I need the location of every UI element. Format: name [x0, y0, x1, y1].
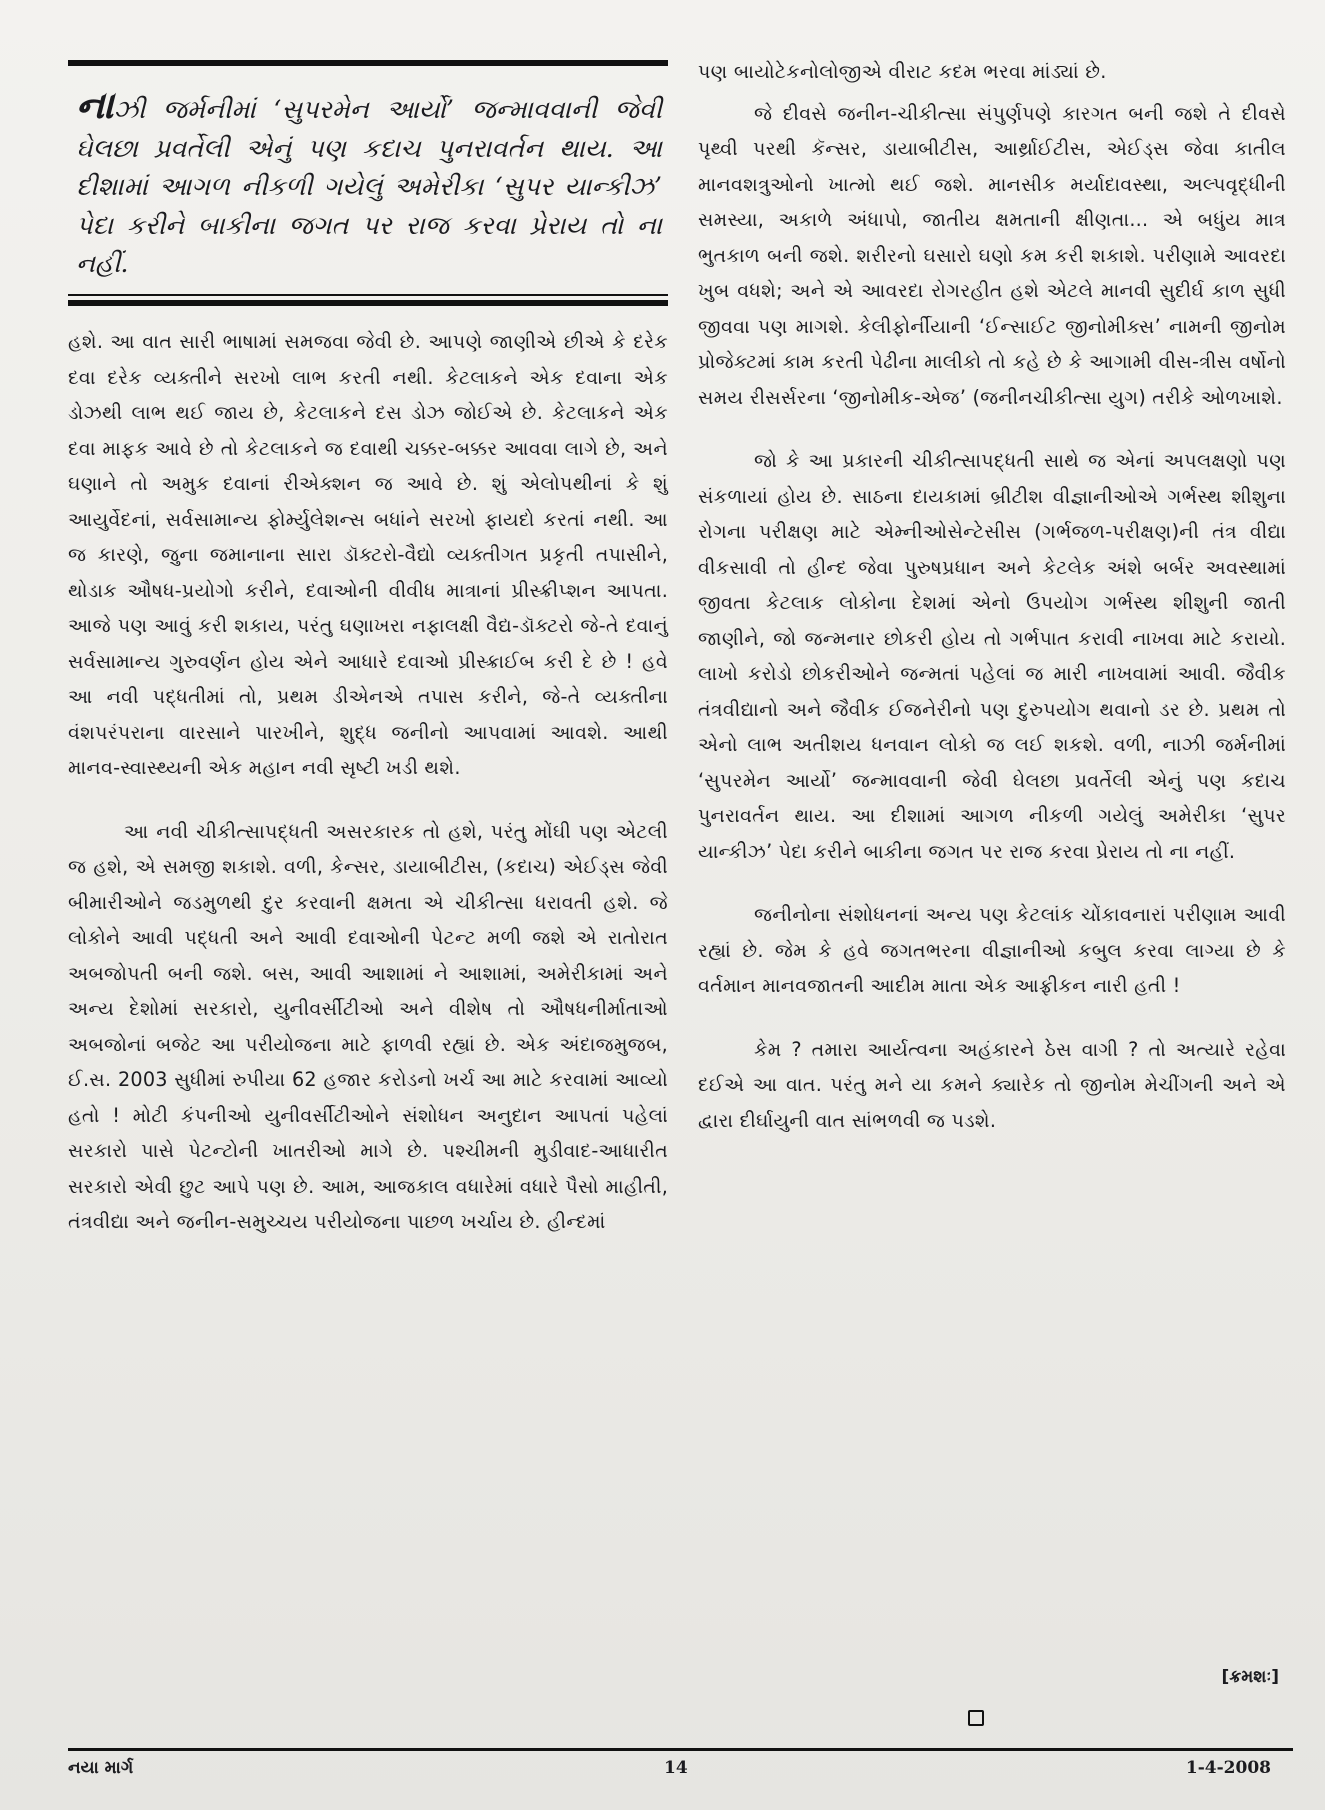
article-end-box-icon	[968, 1710, 984, 1726]
left-column	[68, 324, 668, 1240]
footer-rule	[68, 1748, 1293, 1751]
page-footer	[68, 1758, 1293, 1792]
magazine-name: નયા માર્ગ	[68, 1758, 134, 1778]
paragraph-gap	[68, 786, 668, 814]
left-paragraph-1: હશે. આ વાત સારી ભાષામાં સમજવા જેવી છે. આપણે જાણીએ છીએ કે દરેક દવા દરેક વ્યક્તીને સરખો લાભ કરતી નથી. કેટલાકને એક દવાના એક ડોઝથી લાભ થઈ જાય છે, કેટલાકને દસ ડોઝ જોઈએ છે. કેટલાકને એક દવા માફક આવે છે તો કેટલાકને જ દવાથી ચક્કર-બક્કર આવવા લાગે છે, અને ઘણાને તો અમુક દવાનાં રીએક્શન જ આવે છે. શું એલોપથીનાં કે શું આયુર્વેદનાં, સર્વસામાન્ય ફોર્મ્યુલેશન્સ બધાંને સરખો ફાયદો કરતાં નથી. આ જ કારણે, જુના જમાનાના સારા ડૉક્ટરો-વૈદ્યો વ્યક્તીગત પ્રકૃતી તપાસીને, થોડાક ઔષધ-પ્રયોગો કરીને, દવાઓની વીવીધ માત્રાનાં પ્રીસ્ક્રીપ્શન આપતા. આજે પણ આવું કરી શકાય, પરંતુ ઘણાખરા નફાલક્ષી વૈદ્ય-ડૉક્ટરો જે-તે દવાનું સર્વસામાન્ય ગુરુવર્ણન હોય એને આધારે દવાઓ પ્રીસ્ક્રાઈબ કરી દે છે ! હવે આ નવી પદ્ધતીમાં તો, પ્રથમ ડીએનએ તપાસ કરીને, જે-તે વ્યક્તીના વંશપરંપરાના વારસાને પારખીને, શુદ્ધ જનીનો આપવામાં આવશે. આથી માનવ-સ્વાસ્થ્યની એક મહાન નવી સૃષ્ટી ખડી થશે.	[68, 330, 668, 779]
left-paragraph-2: આ નવી ચીકીત્સાપદ્ધતી અસરકારક તો હશે, પરંતુ મોંઘી પણ એટલી જ હશે, એ સમજી શકાશે. વળી, કેન્સર, ડાયાબીટીસ, (કદાચ) એઈડ્સ જેવી બીમારીઓને જડમુળથી દુર કરવાની ક્ષમતા એ ચીકીત્સા ધરાવતી હશે. જે લોકોને આવી પદ્ધતી અને આવી દવાઓની પેટન્ટ મળી જશે એ રાતોરાત અબજોપતી બની જશે. બસ, આવી આશામાં ને આશામાં, અમેરીકામાં અને અન્ય દેશોમાં સરકારો, યુનીવર્સીટીઓ અને વીશેષ તો ઔષધનીર્માતાઓ અબજોનાં બજેટ આ પરીયોજના માટે ફાળવી રહ્યાં છે. એક અંદાજમુજબ, ઈ.સ. 2003 સુધીમાં રુપીયા 62 હજાર કરોડનો ખર્ચ આ માટે કરવામાં આવ્યો હતો ! મોટી કંપનીઓ યુનીવર્સીટીઓને સંશોધન અનુદાન આપતાં પહેલાં સરકારો પાસે પેટન્ટોની ખાતરીઓ માગે છે. પશ્ચીમની મુડીવાદ-આધારીત સરકારો એવી છુટ આપે પણ છે. આમ, આજકાલ વધારેમાં વધારે પૈસો માહીતી, તંત્રવીદ્યા અને જનીન-સમુચ્ચય પરીયોજના પાછળ ખર્ચાય છે. હીન્દમાં	[68, 819, 668, 1233]
pull-quote-bottom-rule	[68, 300, 668, 306]
pull-quote-text-block	[68, 66, 668, 294]
page-number: 14	[664, 1758, 688, 1778]
right-paragraph-1: પણ બાયોટેકનોલોજીએ વીરાટ કદમ ભરવા માંડ્યાં છે.	[698, 60, 1107, 83]
right-paragraph-5: કેમ ? તમારા આર્યત્વના અહંકારને ઠેસ વાગી ? તો અત્યારે રહેવા દઈએ આ વાત. પરંતુ મને યા કમને ક્યારેક તો જીનોમ મેચીંગની અને એ દ્વારા દીર્ઘાયુની વાત સાંભળવી જ પડશે.	[698, 1037, 1286, 1132]
paragraph-gap	[698, 415, 1286, 443]
right-paragraph-4: જનીનોના સંશોધનનાં અન્ય પણ કેટલાંક ચોંકાવનારાં પરીણામ આવી રહ્યાં છે. જેમ કે હવે જગતભરના વીજ્ઞાનીઓ કબુલ કરવા લાગ્યા છે કે વર્તમાન માનવજાતની આદીમ માતા એક આફ્રીકન નારી હતી !	[698, 903, 1286, 997]
issue-date: 1-4-2008	[1185, 1758, 1271, 1778]
right-paragraph-3: જો કે આ પ્રકારની ચીકીત્સાપદ્ધતી સાથે જ એનાં અપલક્ષણો પણ સંકળાયાં હોય છે. સાઠના દાયકામાં બ્રીટીશ વીજ્ઞાનીઓએ ગર્ભસ્થ શીશુના રોગના પરીક્ષણ માટે એમ્નીઓસેન્ટેસીસ (ગર્ભજળ-પરીક્ષણ)ની તંત્ર વીદ્યા વીકસાવી તો હીન્દ જેવા પુરુષપ્રધાન અને કેટલેક અંશે બર્બર અવસ્થામાં જીવતા કેટલાક લોકોના દેશમાં એનો ઉપયોગ ગર્ભસ્થ શીશુની જાતી જાણીને, જો જન્મનાર છોકરી હોય તો ગર્ભપાત કરાવી નાખવા માટે કરાયો. લાખો કરોડો છોકરીઓને જન્મતાં પહેલાં જ મારી નાખવામાં આવી. જૈવીક તંત્રવીદ્યાનો અને જૈવીક ઈજનેરીનો પણ દુરુપયોગ થવાનો ડર છે. પ્રથમ તો એનો લાભ અતીશય ધનવાન લોકો જ લઈ શકશે. વળી, નાઝી જર્મનીમાં ‘સુપરમેન આર્યો’ જન્માવવાની જેવી ઘેલછા પ્રવર્તેલી એનું પણ કદાચ પુનરાવર્તન થાય. આ દીશામાં આગળ નીકળી ગયેલું અમેરીકા ‘સુપર યાન્કીઝ’ પેદા કરીને બાકીના જગત પર રાજ કરવા પ્રેરાય તો ના નહીં.	[698, 449, 1286, 863]
pull-quote-dropcap: ના	[76, 82, 114, 127]
continued-mark: [ક્રમશઃ]	[1221, 1667, 1279, 1687]
paragraph-gap	[698, 869, 1286, 897]
right-paragraph-2: જે દીવસે જનીન-ચીકીત્સા સંપુર્ણપણે કારગત બની જશે તે દીવસે પૃથ્વી પરથી કૅન્સર, ડાયાબીટીસ, આર્થ્રાઈટીસ, એઈડ્સ જેવા કાતીલ માનવશત્રુઓનો ખાત્મો થઈ જશે. માનસીક મર્યાદાવસ્થા, અલ્પવૃદ્ધીની સમસ્યા, અકાળે અંધાપો, જાતીય ક્ષમતાની ક્ષીણતા... એ બધુંય માત્ર ભુતકાળ બની જશે. શરીરનો ઘસારો ઘણો કમ કરી શકાશે. પરીણામે આવરદા ખુબ વધશે; અને એ આવરદા રોગરહીત હશે એટલે માનવી સુદીર્ઘ કાળ સુધી જીવવા પણ માગશે. કેલીફોર્નીયાની ‘ઈન્સાઈટ જીનોમીક્સ’ નામની જીનોમ પ્રોજેક્ટમાં કામ કરતી પેઢીના માલીકો તો કહે છે કે આગામી વીસ-ત્રીસ વર્ષોનો સમય રીસર્સરના ‘જીનોમીક-એજ’ (જનીનચીકીત્સા યુગ) તરીકે ઓળખાશે.	[698, 101, 1286, 409]
pull-quote	[68, 60, 668, 306]
paragraph-gap	[698, 1004, 1286, 1032]
pull-quote-bottom-rule-thin	[68, 294, 668, 296]
pull-quote-text: ઝી જર્મનીમાં ‘સુપરમેન આર્યો’ જન્માવવાની જેવી ઘેલછા પ્રવર્તેલી એનું પણ કદાચ પુનરાવર્તન થાય. આ દીશામાં આગળ નીકળી ગયેલું અમેરીકા ‘સુપર યાન્કીઝ’ પેદા કરીને બાકીના જગત પર રાજ કરવા પ્રેરાય તો ના નહીં.	[76, 95, 662, 279]
right-column	[698, 54, 1286, 1138]
